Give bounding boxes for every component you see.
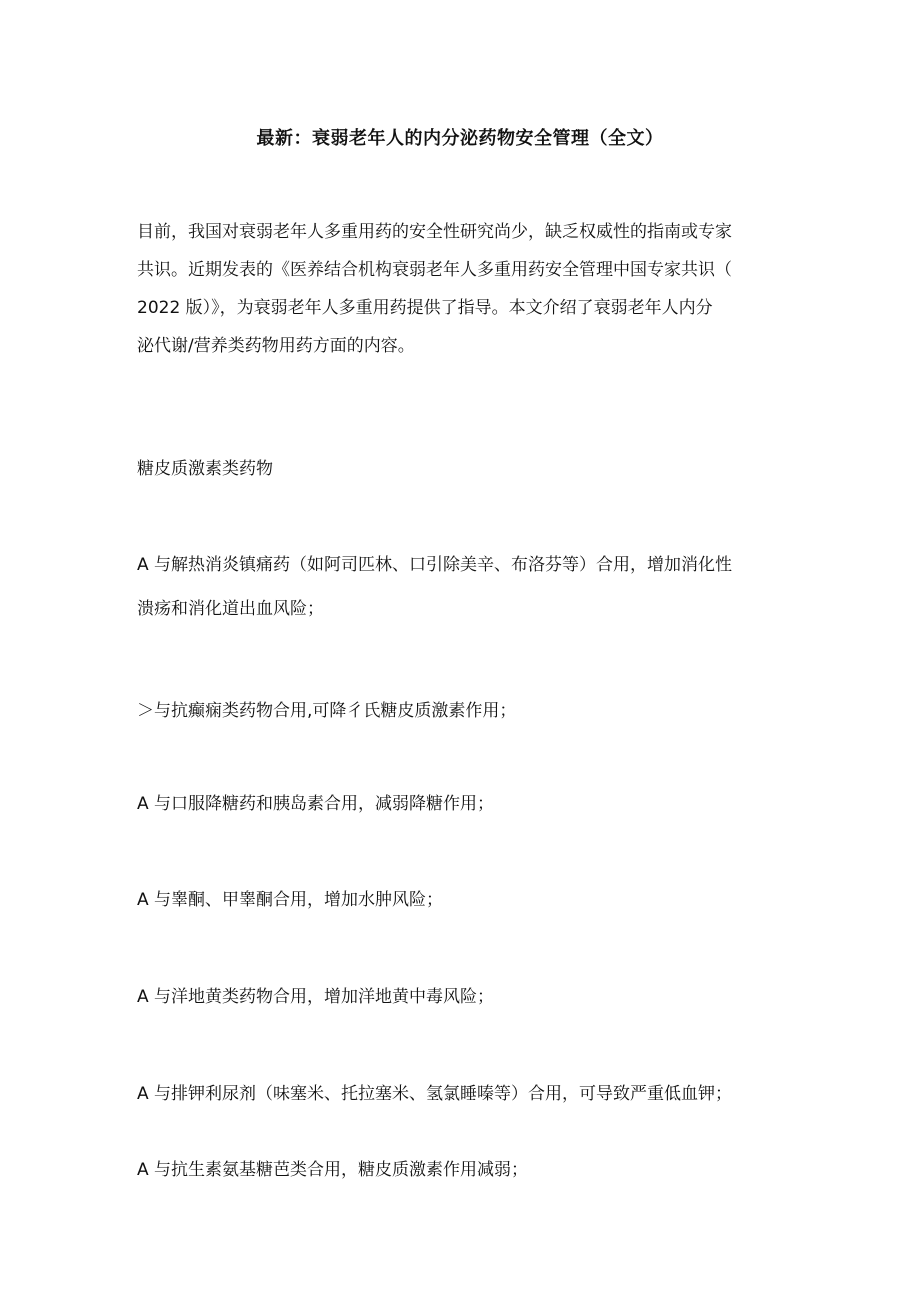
document-title: 最新：衰弱老年人的内分泌药物安全管理（全文）: [256, 128, 664, 149]
list-item: [137, 543, 732, 631]
intro-line: 共识。近期发表的《医养结合机构衰弱老年人多重用药安全管理中国专家共识（: [137, 260, 732, 280]
list-item: A 与排钾利尿剂（味塞米、托拉塞米、氢氯睡嗪等）合用，可导致严重低血钾；: [137, 1084, 733, 1104]
intro-line: 2022 版）》，为衰弱老年人多重用药提供了指导。本文介绍了衰弱老年人内分: [137, 298, 713, 318]
list-item-line: A 与解热消炎镇痛药（如阿司匹林、口引除美辛、布洛芬等）合用，增加消化性: [137, 555, 733, 575]
list-item: A 与口服降糖药和胰岛素合用，减弱降糖作用；: [137, 794, 495, 814]
list-item-line: 溃疡和消化道出血风险；: [137, 599, 324, 619]
section-heading: 糖皮质激素类药物: [137, 459, 273, 479]
intro-line: 泌代谢/营养类药物用药方面的内容。: [137, 336, 415, 356]
list-item: A 与抗生素氨基糖芭类合用，糖皮质激素作用减弱；: [137, 1160, 529, 1180]
list-item: ＞与抗癫痫类药物合用,可降彳氏糖皮质激素作用；: [137, 701, 517, 721]
intro-paragraph: [137, 213, 787, 365]
list-item: A 与洋地黄类药物合用，增加洋地黄中毒风险；: [137, 987, 495, 1007]
list-item: A 与睾酮、甲睾酮合用，增加水肿风险；: [137, 890, 444, 910]
intro-line: 目前，我国对衰弱老年人多重用药的安全性研究尚少，缺乏权威性的指南或专家: [137, 222, 732, 242]
